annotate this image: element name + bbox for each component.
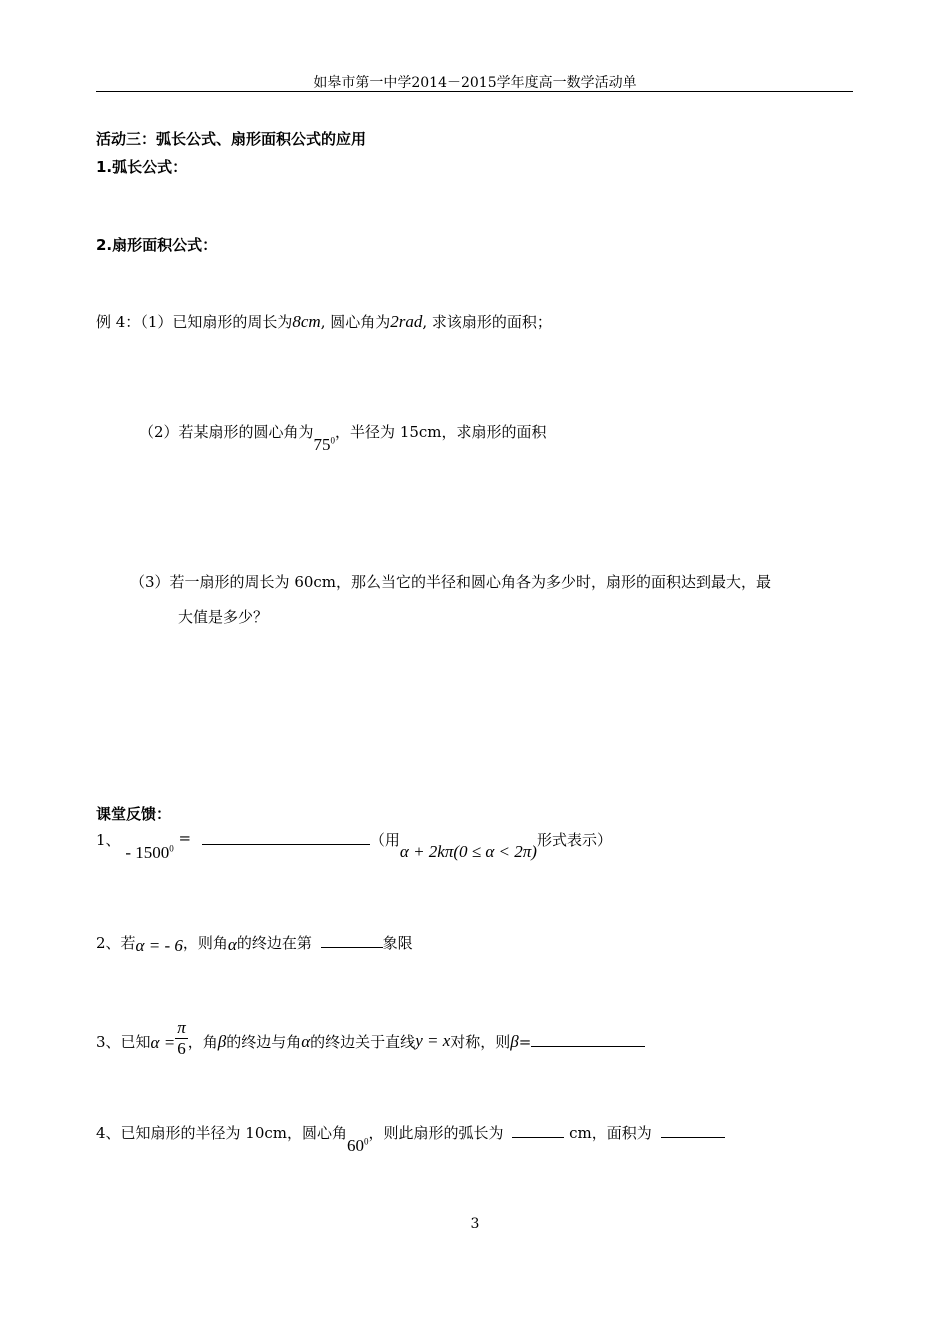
activity-title: 活动三：弧长公式、扇形面积公式的应用 <box>96 130 367 148</box>
answer-blank-1[interactable] <box>202 830 370 845</box>
example4-part3-line1: （3）若一扇形的周长为 60cm，那么当它的半径和圆心角各为多少时，扇形的面积达到最大，最 <box>130 573 772 591</box>
answer-blank-area[interactable] <box>661 1123 725 1138</box>
form-expression: α + 2kπ(0 ≤ α < 2π) <box>399 842 537 861</box>
example4-part2: （2）若某扇形的圆心角为$75^0$，半径为 15cm，求扇形的面积 <box>139 423 547 454</box>
page-number: 3 <box>470 1216 480 1232</box>
alpha-equals-minus-6: α = - 6 <box>135 936 183 955</box>
pi-over-6-fraction: $\frac{\pi}{6}$ <box>177 1018 186 1058</box>
feedback-question-3: 3、已知α = $\frac{\pi}{6}$ ，角β的终边与角α的终边关于直线y = x对称，则β= <box>96 1018 645 1059</box>
feedback-question-2: 2、若α = - 6，则角α的终边在第 象限 <box>96 934 413 955</box>
feedback-question-4: 4、已知扇形的半径为 10cm，圆心角$60^0$，则此扇形的弧长为 cm，面积为 <box>96 1122 725 1143</box>
header-rule <box>96 91 853 92</box>
example4-part3-line2: 大值是多少？ <box>178 608 269 626</box>
example4-label: 例 4： <box>96 313 141 331</box>
angle-60-degrees: $60^0$ <box>347 1136 369 1155</box>
answer-blank-3[interactable] <box>531 1032 645 1047</box>
feedback-question-1: 1、 - $1500^0$ = （用α + 2kπ(0 ≤ α < 2π)形式表示） <box>96 829 612 862</box>
angle-75-degrees: $75^0$ <box>313 435 336 454</box>
angle-minus-1500: - 1500$^0$ <box>125 843 174 862</box>
sector-area-formula-label: 2.扇形面积公式： <box>96 236 218 254</box>
example4-part1: 例 4：（1）已知扇形的周长为8cm, 圆心角为2rad, 求该扇形的面积； <box>96 312 552 331</box>
page-header: 如皋市第一中学2014－2015学年度高一数学活动单 <box>313 75 637 91</box>
answer-blank-2[interactable] <box>321 933 383 948</box>
feedback-title: 课堂反馈： <box>96 805 172 823</box>
line-y-equals-x: y = x <box>415 1030 451 1050</box>
central-angle-value: 2rad <box>390 312 423 331</box>
arc-length-formula-label: 1.弧长公式： <box>96 158 188 176</box>
perimeter-value: 8cm <box>292 312 321 331</box>
answer-blank-arc-length[interactable] <box>512 1123 564 1138</box>
